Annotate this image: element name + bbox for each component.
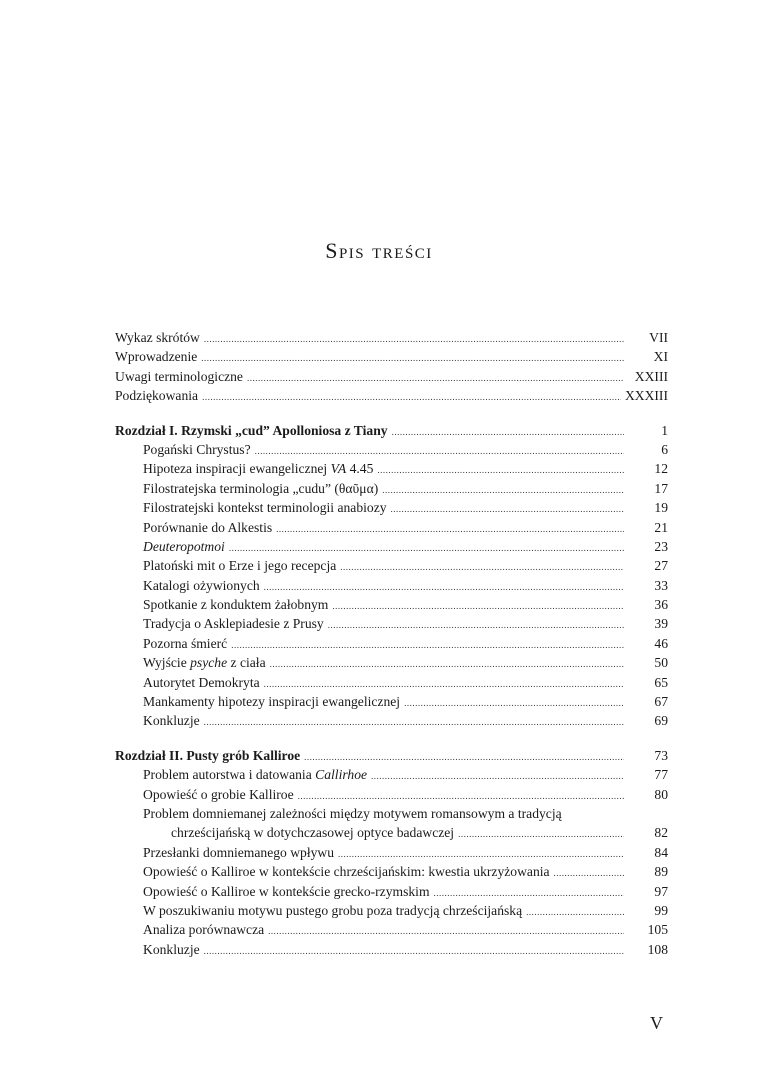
toc-label-text: Konkluzje (143, 941, 200, 957)
toc-entry[interactable] (115, 595, 668, 614)
leader-dots (204, 942, 624, 961)
toc-entry[interactable] (115, 692, 668, 711)
toc-page-number: 21 (654, 519, 668, 535)
toc-label (143, 537, 225, 556)
leader-dots (371, 767, 624, 786)
toc-page-number: 19 (654, 500, 668, 516)
toc-label: Podziękowania (115, 388, 199, 404)
toc-label (143, 843, 334, 862)
leader-dots (204, 330, 624, 349)
toc-page-number: 27 (654, 558, 668, 574)
leader-dots (526, 903, 624, 922)
leader-dots (328, 616, 624, 635)
toc-page-number: 105 (647, 922, 668, 938)
toc-label-text: Analiza porównawcza (143, 922, 265, 938)
leader-dots (276, 520, 624, 539)
toc-entry[interactable] (115, 843, 668, 862)
toc-label-text: Pozorna śmierć (143, 635, 228, 651)
toc-page-number: 39 (654, 616, 668, 632)
toc-label-text: Tradycja o Asklepiadesie z Prusy (143, 616, 324, 632)
toc-page-number: 46 (654, 635, 668, 651)
toc-page-number: 80 (654, 786, 668, 802)
toc-entry[interactable] (115, 537, 668, 556)
leader-dots (391, 500, 624, 519)
toc-label-text: Filostratejska terminologia „cudu” (θαῦμα) (143, 480, 379, 496)
toc-label-text: Konkluzje (143, 713, 200, 729)
toc-entry[interactable] (115, 765, 668, 784)
toc-entry[interactable] (115, 901, 668, 920)
toc-label (143, 498, 387, 517)
toc-page-number: 97 (654, 883, 668, 899)
toc-page-number: 73 (654, 747, 668, 763)
toc-entry[interactable] (115, 634, 668, 653)
toc-label (143, 459, 373, 478)
leader-dots (382, 481, 624, 500)
toc-label-text: Spotkanie z konduktem żałobnym (143, 597, 329, 613)
section-gap (115, 731, 668, 746)
toc-page-number: 17 (654, 480, 668, 496)
leader-dots (404, 694, 624, 713)
toc-page-number: 67 (654, 694, 668, 710)
toc-page-number: 1 (661, 422, 668, 438)
toc-entry[interactable] (115, 498, 668, 517)
toc-label: Problem domniemanej zależności między motywem romansowym a tradycją (143, 805, 562, 821)
toc-label (143, 711, 200, 730)
toc-label-text: Przesłanki domniemanego wpływu (143, 844, 335, 860)
toc-label (143, 673, 260, 692)
toc-entry[interactable] (115, 804, 668, 823)
toc-entry[interactable] (115, 711, 668, 730)
toc-entry-podziekowania[interactable] (115, 386, 668, 405)
toc-entry-continuation[interactable] (115, 823, 668, 842)
toc-label (143, 940, 200, 959)
toc-label-italic: psyche (190, 655, 228, 671)
toc-label-text: Autorytet Demokryta (143, 674, 260, 690)
toc-entry[interactable] (115, 479, 668, 498)
toc-page-number: 50 (654, 655, 668, 671)
toc-label-text: Katalogi ożywionych (143, 577, 260, 593)
toc-label-text: Opowieść o grobie Kalliroe (143, 786, 294, 802)
toc-page-number: 108 (647, 941, 668, 957)
toc-page-number: 12 (654, 461, 668, 477)
toc-page-number: 84 (654, 844, 668, 860)
leader-dots (201, 349, 624, 368)
toc-label-text: Platoński mit o Erze i jego recepcja (143, 558, 337, 574)
toc-label-text: Problem autorstwa i datowania (143, 767, 316, 783)
toc-chapter-1[interactable] (115, 421, 668, 440)
leader-dots (247, 369, 624, 388)
toc-label (143, 901, 522, 920)
toc-label (143, 440, 251, 459)
toc-label (143, 595, 328, 614)
toc-label: Uwagi terminologiczne (115, 368, 243, 384)
toc-chapter-2[interactable] (115, 746, 668, 765)
toc-label-text: W poszukiwaniu motywu pustego grobu poza tradycją chrześcijańską (143, 902, 523, 918)
toc-label-italic: VA (330, 461, 347, 477)
leader-dots (231, 636, 624, 655)
toc-entry[interactable] (115, 440, 668, 459)
toc-label (143, 862, 550, 881)
toc-label (143, 556, 336, 575)
toc-label (143, 920, 264, 939)
leader-dots (202, 388, 621, 407)
toc-entry[interactable] (115, 459, 668, 478)
toc-label (143, 692, 400, 711)
chapter-1-entries (115, 440, 668, 731)
toc-page-number: 33 (654, 577, 668, 593)
toc-entry[interactable] (115, 556, 668, 575)
toc-entry[interactable] (115, 940, 668, 959)
toc-label (143, 518, 272, 537)
toc-entry[interactable] (115, 862, 668, 881)
toc-entry[interactable] (115, 653, 668, 672)
toc-page-number: 36 (654, 597, 668, 613)
toc-label-text: Porównanie do Alkestis (143, 519, 273, 535)
toc-page-number: 99 (654, 902, 668, 918)
toc-label (143, 765, 367, 784)
toc-label: Wprowadzenie (115, 349, 198, 365)
toc-label-text: Hipoteza inspiracji ewangelicznej (143, 461, 331, 477)
toc-entry[interactable] (115, 518, 668, 537)
toc-entry-wykaz[interactable] (115, 328, 668, 347)
toc-label-tail: 4.45 (346, 461, 374, 477)
leader-dots (554, 864, 624, 883)
toc-label (143, 614, 324, 633)
toc-entry[interactable] (115, 673, 668, 692)
toc-entry[interactable] (115, 882, 668, 901)
toc-label-tail: z ciała (227, 655, 266, 671)
page-folio: V (650, 1013, 663, 1033)
toc-page-number: VII (649, 330, 668, 345)
toc-page-number: 82 (654, 825, 668, 841)
chapter-title: Rozdział I. Rzymski „cud” Apolloniosa z Tiany (115, 422, 388, 438)
page-title: Spis treści (325, 238, 433, 263)
toc-label-text: Pogański Chrystus? (143, 441, 251, 457)
toc-label (143, 653, 266, 672)
toc-label-italic: Callirhoe (315, 767, 368, 783)
table-of-contents (115, 328, 668, 959)
toc-page-number: 77 (654, 767, 668, 783)
toc-label-text: Mankamenty hipotezy inspiracji ewangelicznej (143, 694, 401, 710)
leader-dots (270, 655, 624, 674)
toc-page-number: 6 (661, 441, 668, 457)
leader-dots (268, 922, 624, 941)
toc-page-number: 89 (654, 864, 668, 880)
toc-label-text: Wyjście (143, 655, 191, 671)
toc-label-text: Filostratejski kontekst terminologii anabiozy (143, 500, 387, 516)
toc-page-number: 65 (654, 674, 668, 690)
toc-page-number: XXIII (634, 368, 668, 384)
toc-entry[interactable] (115, 785, 668, 804)
toc-page-number: 69 (654, 713, 668, 729)
chapter-2-entries (115, 765, 668, 959)
toc-page-number: XXXIII (624, 388, 668, 404)
leader-dots (377, 461, 624, 480)
toc-label-text: Opowieść o Kalliroe w kontekście chrześcijańskim: kwestia ukrzyżowania (143, 864, 550, 880)
toc-label (143, 882, 430, 901)
toc-entry-uwagi[interactable] (115, 367, 668, 386)
toc-page-number: XI (653, 349, 668, 365)
toc-label-text: Opowieść o Kalliroe w kontekście grecko-rzymskim (143, 883, 430, 899)
chapter-title: Rozdział II. Pusty grób Kalliroe (115, 747, 301, 763)
toc-entry[interactable] (115, 920, 668, 939)
toc-page-number: 23 (654, 538, 668, 554)
section-gap (115, 406, 668, 421)
leader-dots (392, 423, 624, 442)
toc-label-italic: Deuteropotmoi (143, 538, 225, 554)
toc-label-continuation: chrześcijańską w dotychczasowej optyce badawczej (171, 825, 455, 841)
toc-label: Wykaz skrótów (115, 330, 200, 345)
toc-label (143, 785, 294, 804)
toc-label (143, 634, 227, 653)
toc-entry[interactable] (115, 614, 668, 633)
toc-entry-wprowadzenie[interactable] (115, 347, 668, 366)
leader-dots (340, 558, 624, 577)
toc-label (143, 576, 260, 595)
leader-dots (332, 597, 624, 616)
toc-label (143, 479, 378, 498)
leader-dots (458, 825, 624, 844)
toc-entry[interactable] (115, 576, 668, 595)
leader-dots (204, 713, 624, 732)
